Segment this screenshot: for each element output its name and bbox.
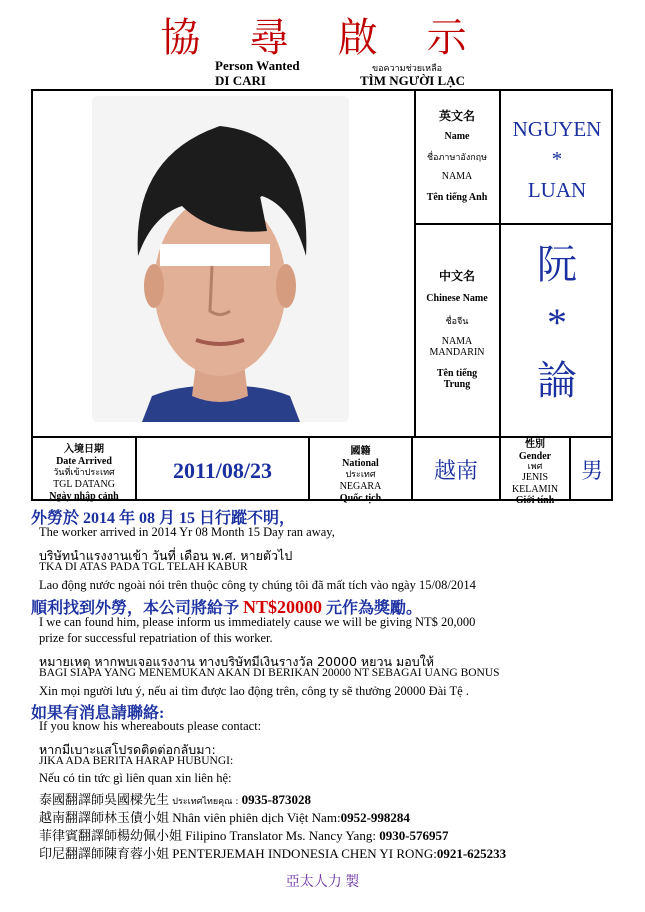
label-id: NAMA [441, 170, 473, 182]
contact-label: 越南翻譯師林玉債小姐 Nhân viên phiên dịch Việt Nam: [39, 810, 341, 825]
divider [31, 436, 613, 438]
divider [414, 223, 613, 225]
english-reward-text-2: prize for successful repatriation of this worker. [39, 631, 273, 645]
surname-zh: 阮 [537, 242, 577, 287]
contact-label: 印尼翻譯師陳育蓉小姐 PENTERJEMAH INDONESIA CHEN YI RONG: [39, 846, 437, 861]
portrait-illustration [92, 96, 349, 422]
label-en: Gender [518, 450, 552, 462]
date-arrived-value: 2011/08/23 [172, 458, 272, 483]
footer-maker: 亞太人力 製 [285, 875, 360, 890]
english-arrival-text: The worker arrived in 2014 Yr 08 Month 15 Day ran away, [39, 525, 335, 539]
vietnamese-contact-text: Nếu có tin tức gì liên quan xin liên hệ: [39, 771, 232, 785]
separator: * [551, 147, 563, 172]
label-id: JENIS KELAMIN [511, 472, 559, 495]
worker-photo [92, 96, 349, 422]
label-id: TGL DATANG [53, 478, 115, 490]
label-id: NEGARA [339, 480, 382, 492]
gender-value: 男 [580, 458, 603, 483]
contact-label: 泰國翻譯師吳國樑先生 [39, 792, 173, 807]
label-vi: Ngày nhập cảnh [49, 490, 119, 502]
vietnamese-reward-text: Xin mọi người lưu ý, nếu ai tìm được lao động trên, công ty sẽ thưởng 20000 Đài Tệ . [39, 684, 469, 698]
contact-phone[interactable]: 0930-576957 [379, 828, 449, 843]
reward-text-2: 元作為獎勵。 [322, 600, 423, 617]
label-vi: Quốc tịch [339, 492, 382, 504]
chinese-name-labels [416, 268, 498, 391]
label-vi: Tên tiếng Anh [426, 192, 488, 204]
surname: NGUYEN [512, 117, 602, 141]
nationality-labels [310, 446, 411, 505]
label-th: ชื่อจีน [445, 316, 469, 327]
contact-filipino-translator [39, 825, 449, 844]
vietnamese-arrival-text: Lao động nước ngoài nói trên thuộc công ty chúng tôi đã mất tích vào ngày 15/08/2014 [39, 578, 476, 592]
label-vi: Giới tính [515, 495, 555, 507]
label-zh: 英文名 [438, 109, 475, 123]
gender-labels [501, 439, 569, 507]
separator: * [547, 300, 567, 345]
indonesian-arrival-text: TKA DI ATAS PADA TGL TELAH KABUR [39, 561, 248, 573]
contact-indonesian-translator [39, 843, 506, 862]
label-th: วันที่เข้าประเทศ [53, 468, 115, 478]
label-en: Name [444, 131, 470, 143]
label-th: ประเทศ [345, 470, 376, 480]
thai-contact-text: หากมีเบาะแสโปรดติดต่อกลับมา: [39, 742, 216, 757]
thai-wanted-label: ขอความช่วยเหลือ [372, 64, 442, 74]
eye-redaction-bar [160, 244, 270, 266]
di-cari-label: DI CARI [215, 73, 266, 88]
date-arrived-labels [33, 444, 135, 503]
person-wanted-label: Person Wanted [215, 58, 300, 73]
given-name: LUAN [527, 177, 587, 202]
label-vi: Tên tiếng Trung [436, 367, 478, 391]
contact-phone[interactable]: 0921-625233 [436, 846, 507, 861]
reward-amount: NT$20000 [243, 597, 323, 617]
thai-arrival-text: บริษัทนำแรงงานเข้า วันที่ เดือน พ.ศ. หายตัวไป [39, 548, 293, 563]
tim-nguoi-label: TÌM NGƯỜI LẠC [360, 73, 465, 88]
contact-heading: 如果有消息請聯絡: [31, 705, 165, 722]
contact-thai-translator [39, 789, 311, 808]
label-id: NAMA MANDARIN [429, 335, 485, 358]
contact-label-thai: ประเทศไทยคุณ : [172, 797, 239, 807]
label-th: เพศ [527, 462, 543, 472]
label-th: ชื่อภาษาอังกฤษ [426, 152, 488, 163]
label-en: Chinese Name [426, 293, 488, 305]
chinese-name-value [501, 236, 613, 410]
label-zh: 中文名 [438, 269, 475, 283]
contact-phone[interactable]: 0952-998284 [340, 810, 410, 825]
thai-reward-text: หมายเหตุ หากพบเจอแรงงาน ทางบริษัทมีเงินรางวัล 20000 หยวน มอบให้ [39, 654, 435, 669]
indonesian-contact-text: JIKA ADA BERITA HARAP HUBUNGI: [39, 755, 234, 767]
contact-vietnamese-translator [39, 807, 410, 826]
label-zh: 國籍 [350, 446, 371, 457]
english-name-value [501, 114, 613, 205]
english-name-labels [416, 108, 498, 205]
label-zh: 性別 [525, 439, 545, 450]
indonesian-reward-text: BAGI SIAPA YANG MENEMUKAN AKAN DI BERIKAN 20000 NT SEBAGAI UANG BONUS [39, 667, 500, 679]
english-contact-text: If you know his whereabouts please contact: [39, 719, 262, 733]
nationality-value: 越南 [433, 458, 478, 483]
given-name-zh: 論 [537, 358, 577, 403]
label-en: National [342, 458, 379, 469]
page-title: 協 尋 啟 示 [160, 15, 485, 61]
contact-label: 菲律賓翻譯師楊幼佩小姐 Filipino Translator Ms. Nancy Yang: [39, 828, 380, 843]
missing-date-heading: 外勞於 2014 年 08 月 15 日行蹤不明， [31, 510, 296, 527]
contact-phone[interactable]: 0935-873028 [241, 792, 311, 807]
label-zh: 入境日期 [64, 444, 104, 455]
english-reward-text-1: I we can found him, please inform us immediately cause we will be giving NT$ 20,000 [39, 615, 476, 629]
reward-text-1: 順利找到外勞，本公司將給予 [31, 600, 244, 617]
label-en: Date Arrived [56, 456, 112, 467]
